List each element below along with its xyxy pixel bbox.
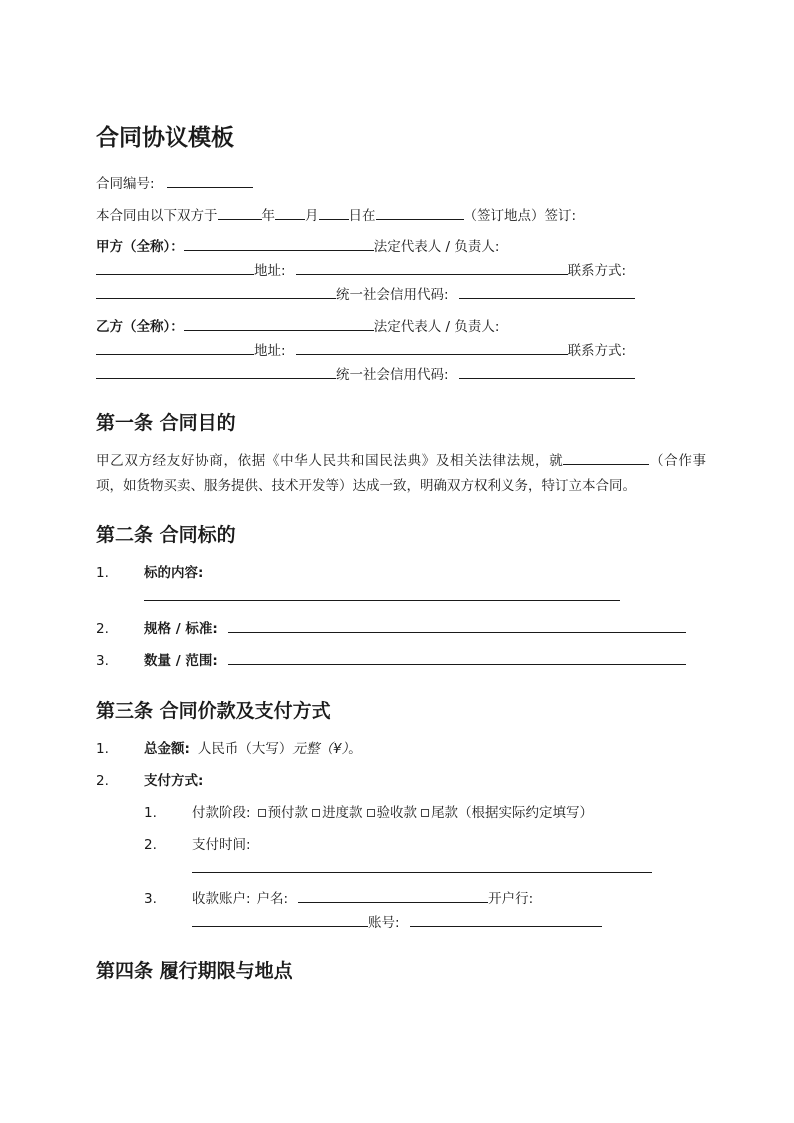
contract-document	[96, 122, 706, 985]
party-a-name-label: 甲方（全称）：	[96, 239, 184, 255]
section-1-text-after: （合作事项，如货物买卖、服务提供、技术开发等）达成一致，明确双方权利义务，特订立本合同。	[96, 453, 707, 494]
party-b-credit-label: 统一社会信用代码:	[336, 367, 449, 383]
option-acceptance-payment: 验收款	[376, 805, 418, 821]
subject-item	[96, 561, 706, 585]
day-field[interactable]	[319, 205, 349, 220]
contract-number-field[interactable]	[167, 173, 253, 188]
checkbox-icon[interactable]	[421, 809, 429, 817]
account-number-line	[96, 911, 706, 935]
payment-time-line	[96, 857, 706, 881]
total-amount-text: 人民币（大写）	[197, 741, 293, 757]
party-a-rep-field[interactable]	[96, 260, 254, 275]
payment-time-label: 支付时间:	[192, 837, 251, 853]
payment-stage-item	[96, 801, 706, 825]
spec-label: 规格 / 标准:	[144, 621, 218, 637]
receiving-account-item	[96, 887, 706, 911]
section-3-heading: 第三条 合同价款及支付方式	[96, 700, 331, 722]
party-a-contact-label: 联系方式:	[567, 263, 627, 279]
party-b-contact-label: 联系方式:	[567, 343, 627, 359]
party-b-name-label: 乙方（全称）：	[96, 319, 184, 335]
payment-method-item	[96, 769, 706, 793]
checkbox-icon[interactable]	[367, 809, 375, 817]
total-amount-label: 总金额:	[144, 741, 190, 757]
cooperation-matter-field[interactable]	[563, 450, 649, 465]
spec-item-number: 2.	[96, 621, 109, 637]
option-final-payment: 尾款	[431, 805, 459, 821]
quantity-item	[96, 649, 706, 673]
year-label: 年	[261, 208, 275, 224]
payment-stage-number: 1.	[144, 805, 157, 821]
total-amount-number: 1.	[96, 741, 109, 757]
party-b-contact-field[interactable]	[96, 364, 336, 379]
payment-time-number: 2.	[144, 837, 157, 853]
signing-place-field[interactable]	[376, 205, 464, 220]
spec-field[interactable]	[228, 618, 686, 633]
year-field[interactable]	[218, 205, 262, 220]
checkbox-icon[interactable]	[312, 809, 320, 817]
payment-time-item	[96, 833, 706, 857]
payment-method-label: 支付方式:	[144, 773, 204, 789]
party-b-address-field[interactable]	[296, 340, 568, 355]
checkbox-icon[interactable]	[258, 809, 266, 817]
contract-number-line	[96, 172, 706, 196]
subject-content-label: 标的内容:	[144, 565, 204, 581]
party-a-credit-field[interactable]	[459, 284, 635, 299]
party-b-address-label: 地址:	[254, 343, 286, 359]
subject-item-number: 1.	[96, 565, 109, 581]
day-label: 日在	[348, 208, 376, 224]
month-label: 月	[305, 208, 319, 224]
party-a-block	[96, 235, 706, 307]
bank-label: 开户行:	[488, 891, 534, 907]
account-number-field[interactable]	[410, 912, 602, 927]
payment-stage-label: 付款阶段:	[192, 805, 251, 821]
party-b-rep-field[interactable]	[96, 340, 254, 355]
party-b-block	[96, 315, 706, 387]
quantity-field[interactable]	[228, 650, 686, 665]
total-amount-yuan: 元整（¥）	[292, 741, 349, 757]
account-number-label: 账号:	[368, 915, 400, 931]
signing-info-line	[96, 204, 706, 228]
receiving-account-number: 3.	[144, 891, 157, 907]
option-progress-payment: 进度款	[322, 805, 363, 821]
section-2-heading: 第二条 合同标的	[96, 524, 236, 546]
contract-number-label: 合同编号:	[96, 176, 155, 192]
section-1-body	[96, 449, 706, 499]
option-prepayment: 预付款	[267, 805, 309, 821]
subject-content-field[interactable]	[144, 586, 620, 601]
party-a-rep-label: 法定代表人 / 负责人:	[373, 239, 500, 255]
account-holder-field[interactable]	[298, 888, 488, 903]
quantity-label: 数量 / 范围:	[144, 653, 218, 669]
page-title: 合同协议模板	[96, 125, 234, 151]
receiving-account-label: 收款账户:	[192, 891, 251, 907]
month-field[interactable]	[275, 205, 305, 220]
party-a-contact-field[interactable]	[96, 284, 336, 299]
party-a-name-field[interactable]	[184, 236, 374, 251]
section-1-text-before: 甲乙双方经友好协商，依据《中华人民共和国民法典》及相关法律法规，就	[96, 453, 564, 469]
section-1-heading: 第一条 合同目的	[96, 412, 236, 434]
total-amount-end: 。	[348, 741, 362, 757]
party-b-name-field[interactable]	[184, 316, 374, 331]
signing-place-hint: （签订地点）签订:	[463, 208, 577, 224]
total-amount-item	[96, 737, 706, 761]
party-a-address-label: 地址:	[254, 263, 286, 279]
party-b-rep-label: 法定代表人 / 负责人:	[373, 319, 500, 335]
account-holder-label: 户名:	[256, 891, 289, 907]
payment-stage-note: （根据实际约定填写）	[458, 805, 594, 821]
section-4-heading: 第四条 履行期限与地点	[96, 960, 293, 982]
bank-field[interactable]	[192, 912, 368, 927]
subject-content-line	[96, 585, 706, 609]
payment-time-field[interactable]	[192, 858, 652, 873]
quantity-item-number: 3.	[96, 653, 109, 669]
spec-item	[96, 617, 706, 641]
payment-method-number: 2.	[96, 773, 109, 789]
party-a-credit-label: 统一社会信用代码:	[336, 287, 449, 303]
party-b-credit-field[interactable]	[459, 364, 635, 379]
intro-prefix: 本合同由以下双方于	[96, 208, 218, 224]
party-a-address-field[interactable]	[296, 260, 568, 275]
